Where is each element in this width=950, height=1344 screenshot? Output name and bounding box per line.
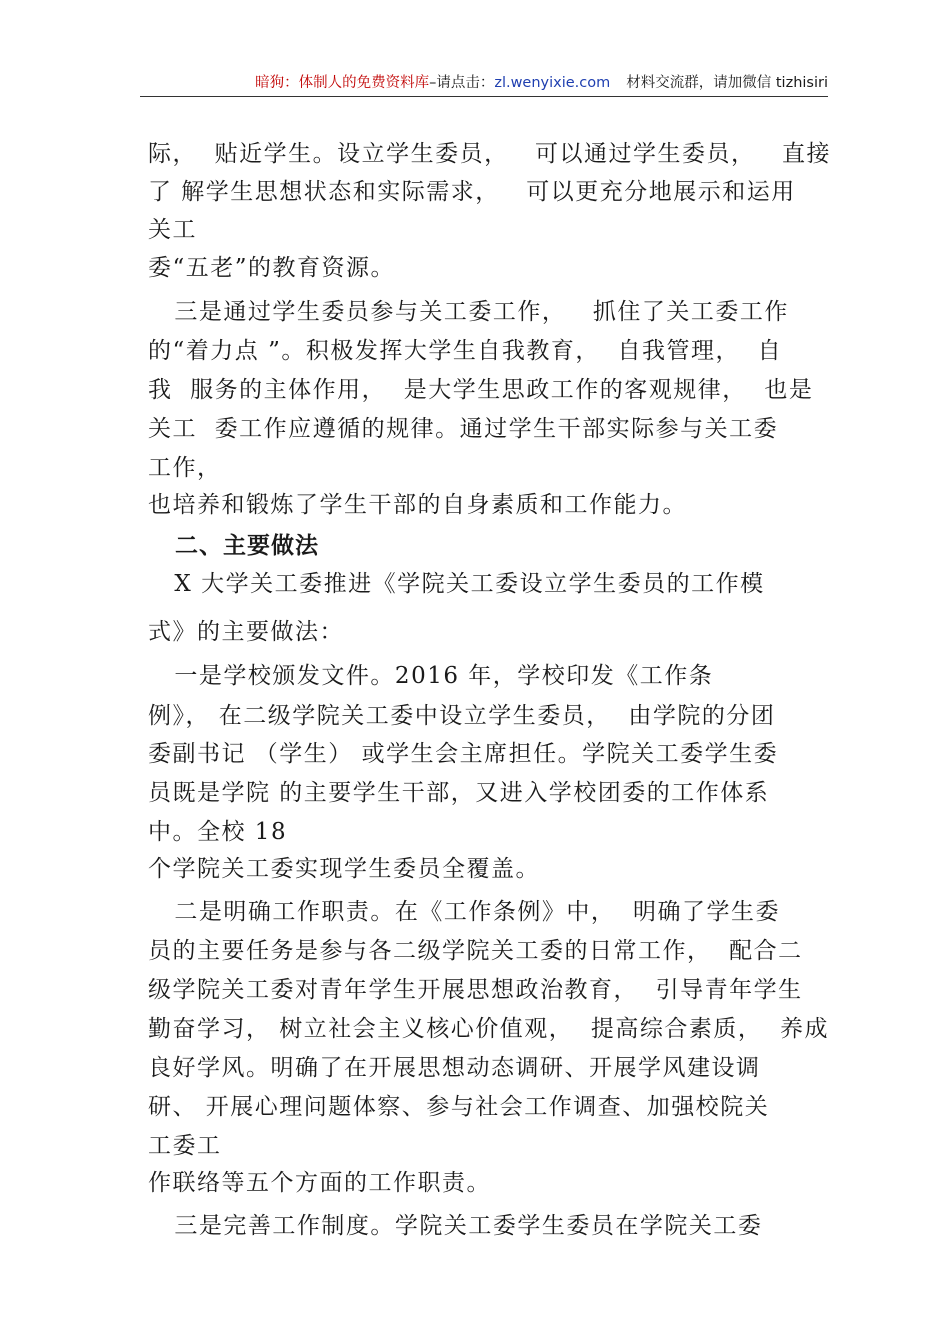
header-contact-text: 材料交流群，请加微信 tizhisiri bbox=[626, 75, 828, 91]
body-line: 研、 开展心理问题体察、参与社会工作调查、加强校院关 bbox=[148, 1094, 770, 1120]
header-prompt-text: –请点击： bbox=[429, 75, 495, 91]
body-line: 良好学风。明确了在开展思想动态调研、开展学风建设调 bbox=[148, 1055, 761, 1081]
body-line: 三是通过学生委员参与关工委工作， 抓住了关工委工作 bbox=[148, 299, 789, 325]
body-line: 个学院关工委实现学生委员全覆盖。 bbox=[148, 856, 540, 882]
body-line: 勤奋学习， 树立社会主义核心价值观， 提高综合素质， 养成 bbox=[148, 1016, 830, 1042]
page-header bbox=[140, 72, 828, 97]
body-line: 作联络等五个方面的工作职责。 bbox=[148, 1170, 491, 1196]
body-line: 也培养和锻炼了学生干部的自身素质和工作能力。 bbox=[148, 492, 687, 518]
body-line: 例》， 在二级学院关工委中设立学生委员， 由学院的分团 bbox=[148, 703, 776, 729]
body-line: 委副书记 （学生） 或学生会主席担任。学院关工委学生委 bbox=[148, 741, 779, 767]
body-line: 工委工 bbox=[148, 1133, 222, 1159]
body-line: 委“五老”的教育资源。 bbox=[148, 255, 396, 281]
body-line: 一是学校颁发文件。2016 年，学校印发《工作条 bbox=[148, 663, 714, 689]
body-line: 三是完善工作制度。学院关工委学生委员在学院关工委 bbox=[148, 1213, 763, 1239]
body-line: 式》的主要做法： bbox=[148, 619, 344, 645]
body-line: 二是明确工作职责。在《工作条例》中， 明确了学生委 bbox=[148, 899, 781, 925]
body-line: 际， 贴近学生。设立学生委员， 可以通过学生委员， 直接 bbox=[148, 141, 831, 167]
header-link[interactable]: zl.wenyixie.com bbox=[494, 75, 611, 91]
body-line: 员的主要任务是参与各二级学院关工委的日常工作， 配合二 bbox=[148, 938, 803, 964]
body-line: 关工 委工作应遵循的规律。通过学生干部实际参与关工委 bbox=[148, 416, 779, 442]
body-line: 工作， bbox=[148, 455, 222, 481]
body-line: X 大学关工委推进《学院关工委设立学生委员的工作模 bbox=[148, 571, 765, 597]
body-line: 了 解学生思想状态和实际需求， 可以更充分地展示和运用 bbox=[148, 179, 796, 205]
body-line: 我 服务的主体作用， 是大学生思政工作的客观规律， 也是 bbox=[148, 377, 814, 403]
header-promo-text: 暗狗：体制人的免费资料库 bbox=[255, 75, 430, 91]
section-heading: 二、主要做法 bbox=[148, 533, 320, 559]
body-line: 关工 bbox=[148, 217, 197, 243]
body-line: 员既是学院 的主要学生干部，又进入学校团委的工作体系 bbox=[148, 780, 770, 806]
body-line: 级学院关工委对青年学生开展思想政治教育， 引导青年学生 bbox=[148, 977, 803, 1003]
body-line: 中。全校 18 bbox=[148, 819, 288, 845]
body-line: 的“着力点 ”。积极发挥大学生自我教育， 自我管理， 自 bbox=[148, 338, 783, 364]
